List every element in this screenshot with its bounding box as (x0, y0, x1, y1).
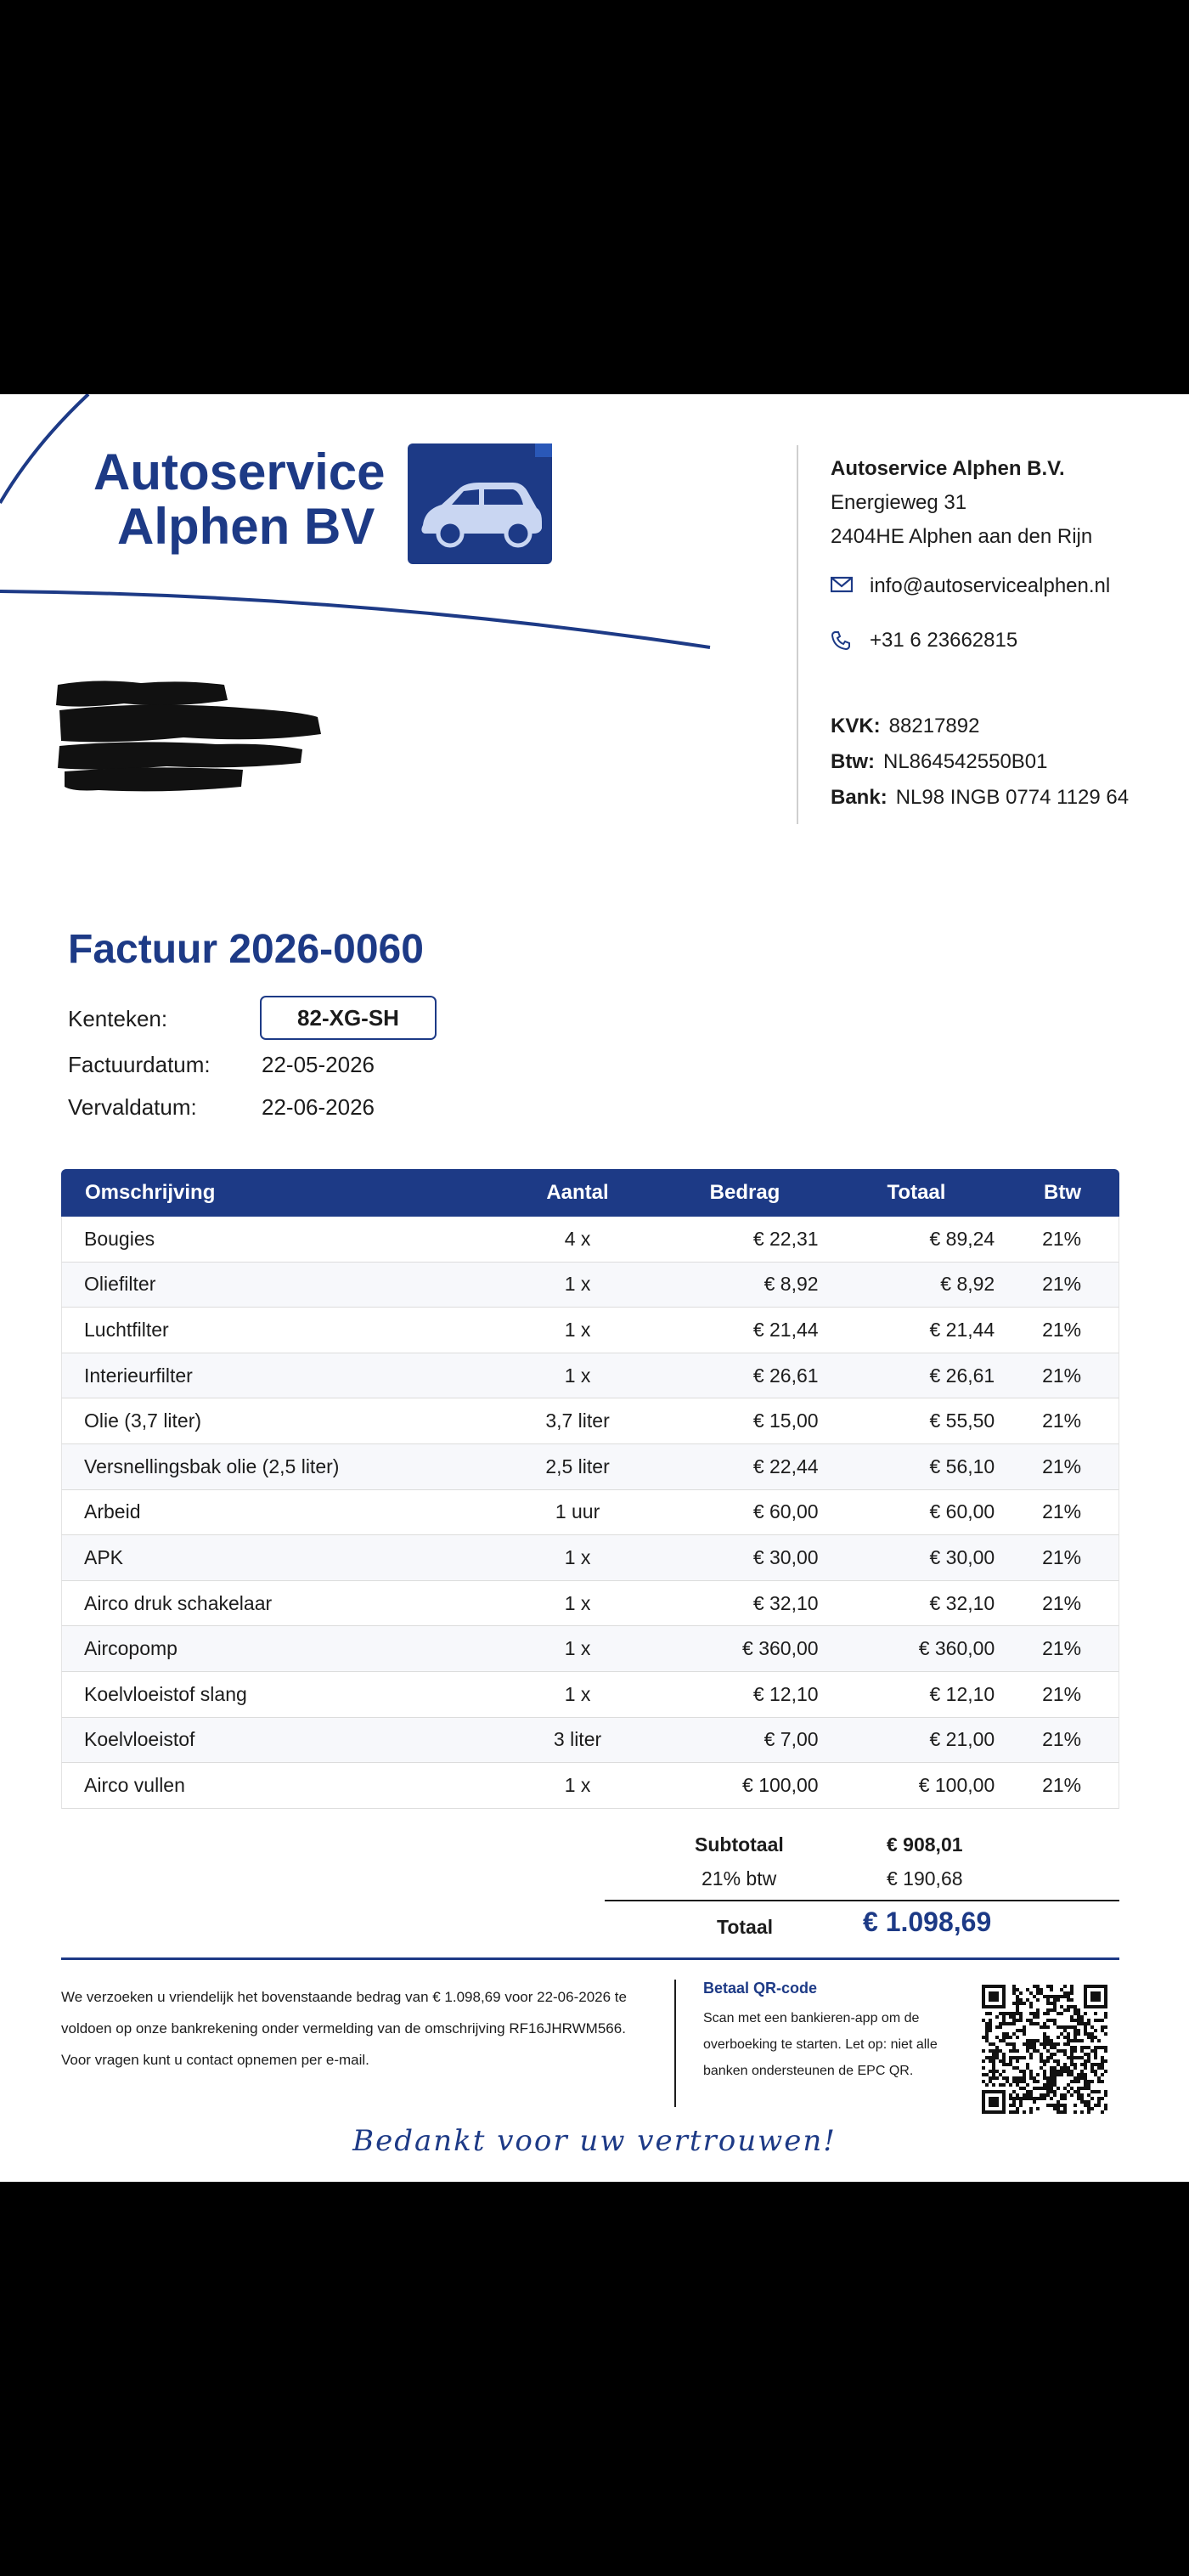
table-row (61, 1672, 1119, 1718)
totals-divider (605, 1900, 1119, 1901)
payment-instructions: We verzoeken u vriendelijk het bovenstaande bedrag van € 1.098,69 voor 22-06-2026 te voldoen op onze bankrekening onder vermelding van de omschrijving RF16JHRWM566. Voor vragen kunt u contact opnemen per e-mail. (61, 1989, 627, 2068)
subtotal-label: Subtotaal (695, 1833, 784, 1856)
qr-code-icon[interactable] (982, 1985, 1107, 2114)
invoice-date-label: Factuurdatum: (68, 1052, 211, 1077)
company-address (831, 452, 1092, 554)
vat-value: € 190,68 (887, 1867, 963, 1890)
cell-vat: 21% (1042, 1682, 1082, 1705)
cell-amount: € 8,92 (764, 1273, 819, 1296)
table-row (61, 1263, 1119, 1308)
due-date: 22-06-2026 (262, 1094, 375, 1120)
cell-total: € 21,44 (929, 1318, 995, 1341)
footer-column-divider (674, 1980, 676, 2107)
cell-amount: € 100,00 (742, 1773, 819, 1796)
cell-vat: 21% (1042, 1227, 1082, 1250)
cell-quantity: 1 x (564, 1637, 591, 1660)
email-link[interactable]: info@autoservicealphen.nl (870, 574, 1111, 597)
cell-quantity: 1 x (564, 1273, 591, 1296)
cell-vat: 21% (1042, 1637, 1082, 1660)
cell-vat: 21% (1042, 1773, 1082, 1796)
cell-quantity: 1 x (564, 1545, 591, 1568)
cell-total: € 60,00 (929, 1500, 995, 1523)
company-registration (831, 709, 1129, 816)
cell-total: € 12,10 (929, 1682, 995, 1705)
cell-total: € 32,10 (929, 1591, 995, 1614)
cell-description: Koelvloeistof slang (84, 1682, 247, 1705)
cell-description: Bougies (84, 1227, 155, 1250)
btw-value: NL864542550B01 (882, 750, 1048, 773)
qr-title: Betaal QR-code (703, 1980, 818, 1997)
subtotal-value: € 908,01 (887, 1833, 963, 1856)
logo-line-2: Alphen BV (117, 498, 375, 555)
table-row (61, 1490, 1119, 1536)
kvk-row: KVK: 88217892 (831, 715, 980, 737)
company-city: 2404HE Alphen aan den Rijn (831, 525, 1093, 548)
footer-divider (61, 1957, 1119, 1960)
table-row (61, 1626, 1119, 1672)
cell-amount: € 7,00 (764, 1728, 819, 1751)
cell-total: € 100,00 (918, 1773, 995, 1796)
cell-quantity: 1 x (564, 1682, 591, 1705)
cell-vat: 21% (1042, 1273, 1082, 1296)
kvk-value: 88217892 (888, 715, 980, 737)
invoice-date: 22-05-2026 (262, 1052, 375, 1077)
phone-icon (831, 630, 854, 651)
cell-total: € 26,61 (929, 1364, 995, 1387)
cell-description: Airco vullen (84, 1773, 185, 1796)
cell-vat: 21% (1042, 1545, 1082, 1568)
header-total: Totaal (887, 1181, 946, 1204)
cell-quantity: 3 liter (553, 1728, 602, 1751)
cell-vat: 21% (1042, 1364, 1082, 1387)
cell-total: € 8,92 (940, 1273, 995, 1296)
company-street: Energieweg 31 (831, 491, 967, 514)
cell-vat: 21% (1042, 1318, 1082, 1341)
header-amount: Bedrag (709, 1181, 780, 1204)
cell-quantity: 1 uur (555, 1500, 600, 1523)
total-label: Totaal (717, 1916, 774, 1938)
logo-line-1: Autoservice (93, 443, 386, 500)
redacted-customer-address (48, 675, 328, 802)
cell-description: Luchtfilter (84, 1318, 169, 1341)
thank-you-note: Bedankt voor uw vertrouwen! (352, 2124, 837, 2158)
cell-total: € 360,00 (918, 1637, 995, 1660)
cell-amount: € 360,00 (742, 1637, 819, 1660)
total-value: € 1.098,69 (863, 1907, 992, 1937)
cell-amount: € 60,00 (752, 1500, 819, 1523)
table-row (61, 1398, 1119, 1444)
table-row (61, 1718, 1119, 1764)
cell-description: Interieurfilter (84, 1364, 193, 1387)
cell-quantity: 1 x (564, 1773, 591, 1796)
cell-description: Arbeid (84, 1500, 141, 1523)
due-date-label: Vervaldatum: (68, 1094, 197, 1120)
license-plate: 82-XG-SH (260, 996, 437, 1040)
invoice-title: Factuur 2026-0060 (68, 927, 424, 972)
table-header (61, 1169, 1119, 1217)
cell-quantity: 2,5 liter (545, 1455, 610, 1477)
cell-description: Koelvloeistof (84, 1728, 195, 1751)
header-vat: Btw (1044, 1181, 1081, 1204)
cell-quantity: 1 x (564, 1591, 591, 1614)
cell-description: Versnellingsbak olie (2,5 liter) (84, 1455, 340, 1477)
header-divider (797, 445, 798, 824)
cell-total: € 55,50 (929, 1409, 995, 1432)
invoice-page (0, 394, 1189, 2182)
phone-link[interactable]: +31 6 23662815 (870, 629, 1018, 652)
cell-amount: € 21,44 (752, 1318, 819, 1341)
header-quantity: Aantal (546, 1181, 609, 1204)
cell-amount: € 32,10 (752, 1591, 819, 1614)
table-body (61, 1217, 1119, 1809)
table-row (61, 1444, 1119, 1490)
cell-amount: € 22,31 (752, 1227, 819, 1250)
cell-description: APK (84, 1545, 124, 1568)
cell-quantity: 1 x (564, 1364, 591, 1387)
table-row (61, 1763, 1119, 1809)
cell-vat: 21% (1042, 1455, 1082, 1477)
cell-vat: 21% (1042, 1500, 1082, 1523)
cell-total: € 30,00 (929, 1545, 995, 1568)
company-logo (93, 445, 385, 554)
cell-amount: € 12,10 (752, 1682, 819, 1705)
phone-contact[interactable] (831, 629, 1017, 652)
cell-quantity: 3,7 liter (545, 1409, 610, 1432)
cell-quantity: 4 x (564, 1227, 591, 1250)
cell-total: € 21,00 (929, 1728, 995, 1751)
plate-label: Kenteken: (68, 1006, 168, 1031)
cell-description: Oliefilter (84, 1273, 156, 1296)
cell-vat: 21% (1042, 1591, 1082, 1614)
table-row (61, 1353, 1119, 1399)
email-contact[interactable] (831, 574, 1110, 598)
cell-description: Olie (3,7 liter) (84, 1409, 202, 1432)
cell-amount: € 30,00 (752, 1545, 819, 1568)
cell-amount: € 15,00 (752, 1409, 819, 1432)
cell-total: € 56,10 (929, 1455, 995, 1477)
table-row (61, 1581, 1119, 1627)
table-row (61, 1308, 1119, 1353)
mail-icon (831, 576, 854, 596)
invoice-table (61, 1169, 1119, 1809)
vat-label: 21% btw (702, 1867, 777, 1890)
table-row (61, 1217, 1119, 1263)
cell-description: Airco druk schakelaar (84, 1591, 273, 1614)
table-row (61, 1535, 1119, 1581)
bank-row: Bank: NL98 INGB 0774 1129 64 (831, 786, 1130, 809)
bank-value: NL98 INGB 0774 1129 64 (895, 786, 1130, 809)
car-icon (408, 443, 552, 564)
cell-amount: € 26,61 (752, 1364, 819, 1387)
cell-amount: € 22,44 (752, 1455, 819, 1477)
btw-row: Btw: NL864542550B01 (831, 750, 1048, 773)
qr-instructions: Scan met een bankieren-app om de overboeking te starten. Let op: niet alle banken ondersteunen de EPC QR. (703, 2011, 938, 2078)
cell-quantity: 1 x (564, 1318, 591, 1341)
cell-vat: 21% (1042, 1409, 1082, 1432)
cell-vat: 21% (1042, 1728, 1082, 1751)
cell-description: Aircopomp (84, 1637, 178, 1660)
company-name: Autoservice Alphen B.V. (831, 457, 1065, 480)
cell-total: € 89,24 (929, 1227, 995, 1250)
header-description: Omschrijving (85, 1181, 216, 1204)
